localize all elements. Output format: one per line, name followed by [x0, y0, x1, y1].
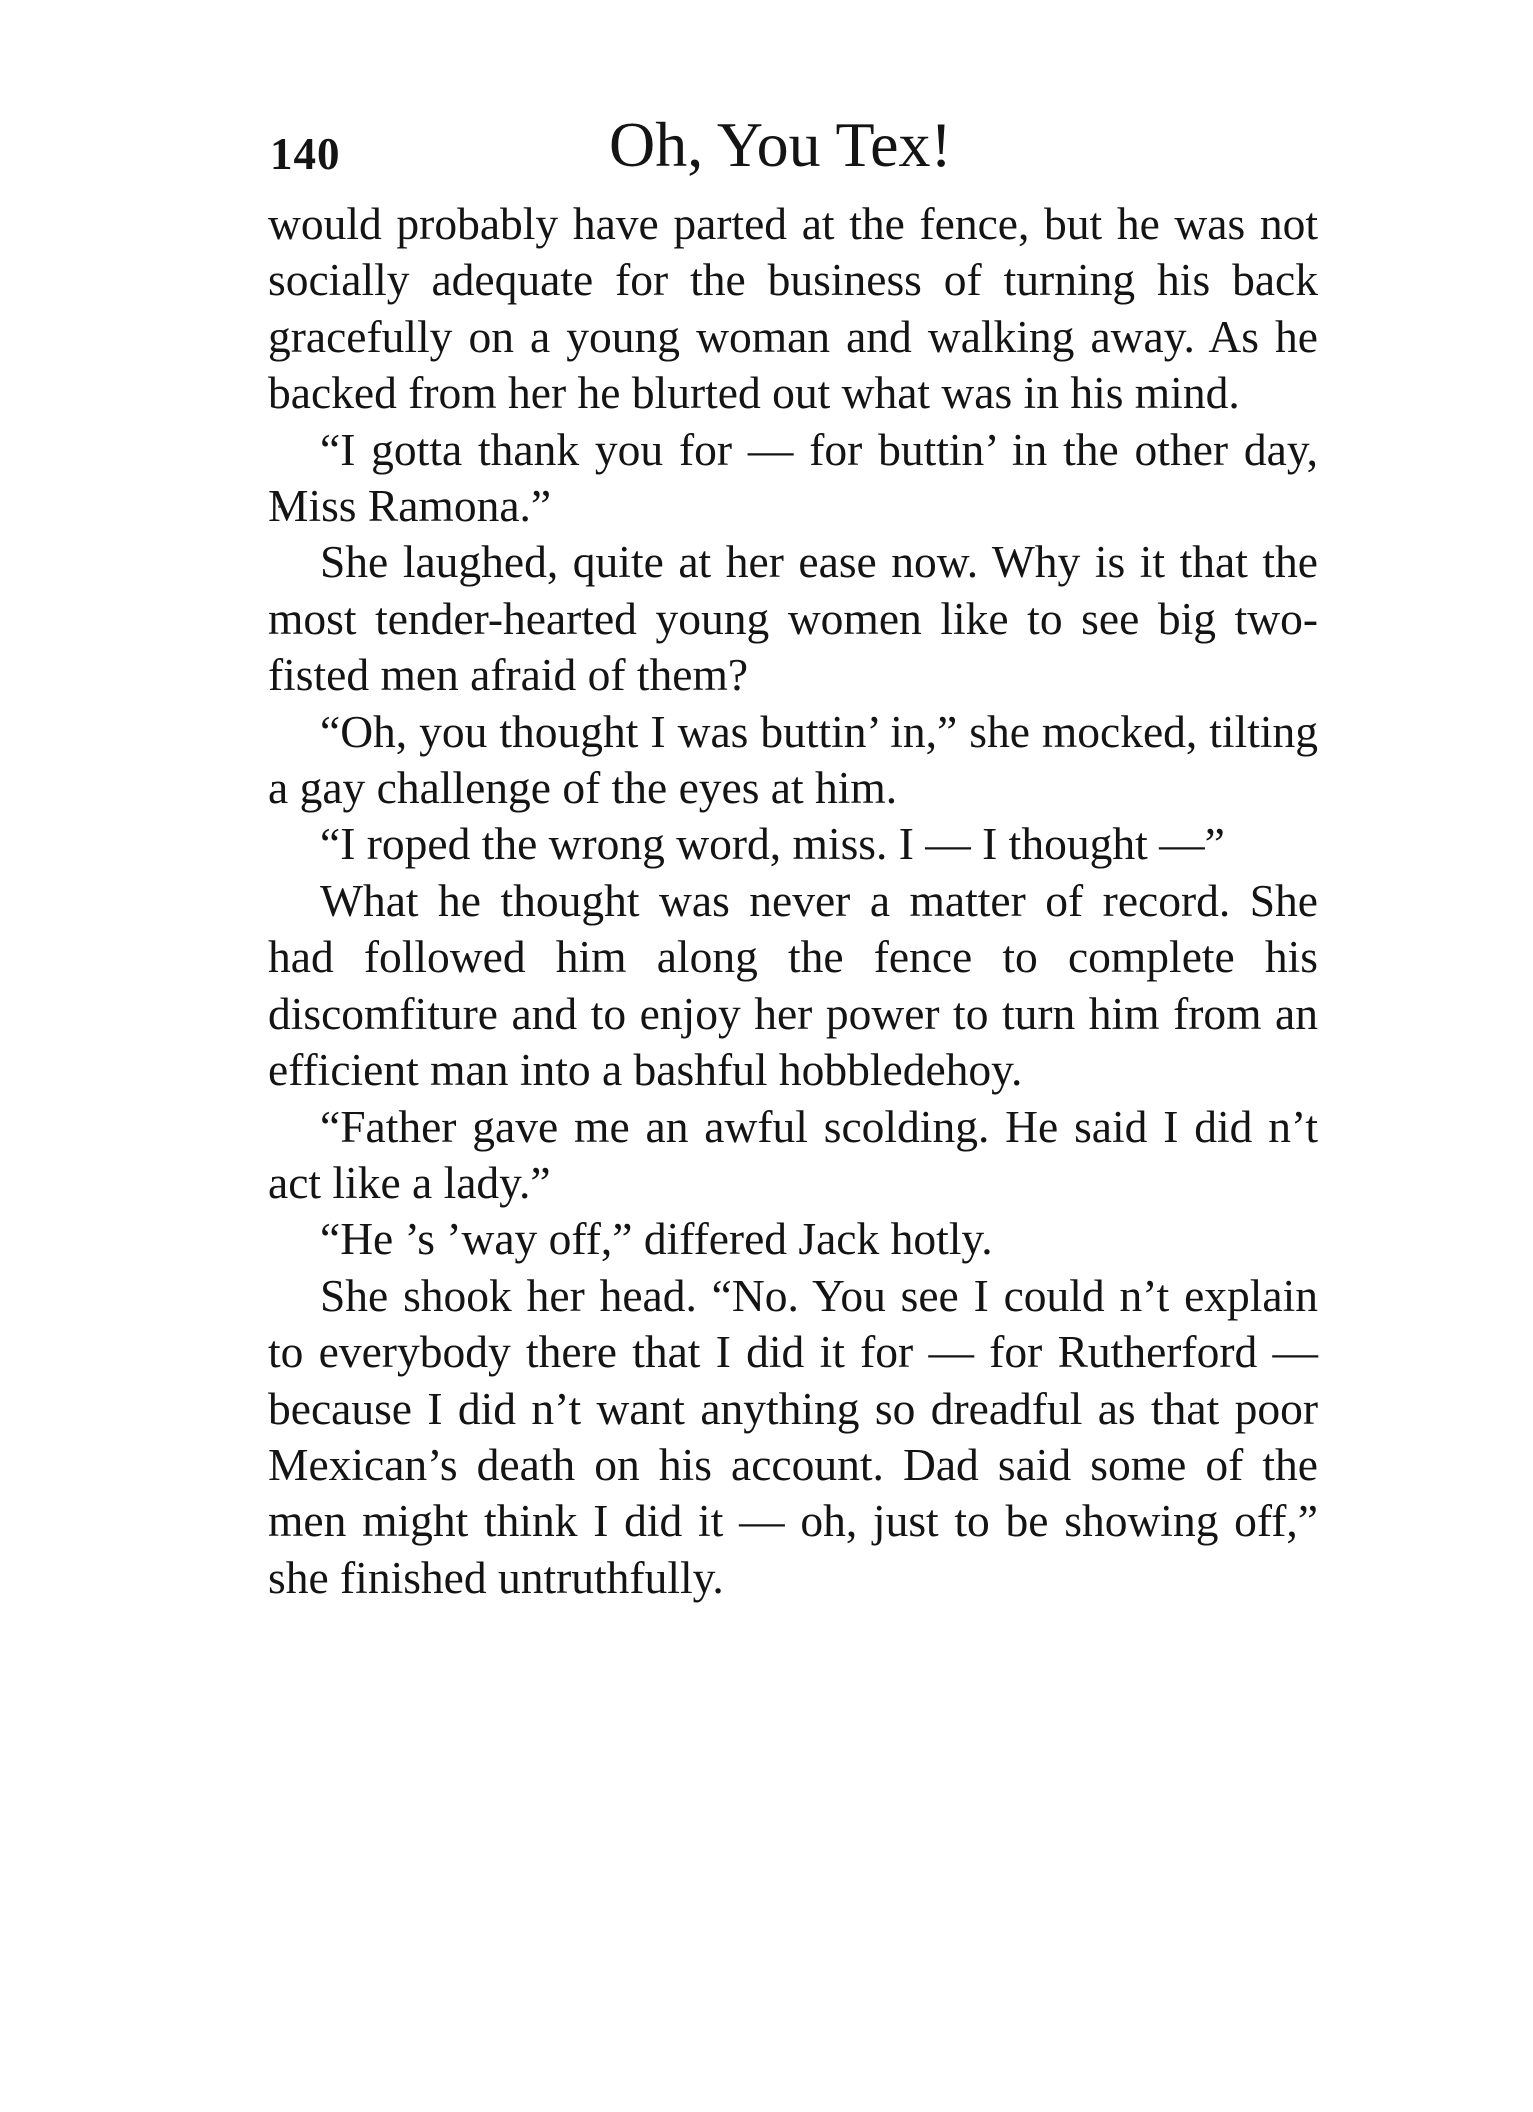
paragraph: What he thought was never a matter of record. She had followed him along the fence to complete his discomfiture and to enjoy her power to turn him from an efficient man into a bashful hobbledehoy.	[268, 874, 1318, 1096]
paragraph: She laughed, quite at her ease now. Why is it that the most tender-hearted young women like to see big two-fisted men afraid of them?	[268, 536, 1318, 701]
paragraph: She shook her head. “No. You see I could n’t explain to everybody there that I did it for — for Rutherford — because I did n’t want anything so dreadful as that poor Mexican’s death on his account. Dad said some of the men might think I did it — oh, just to be showing off,” she finished untruthfully.	[268, 1269, 1318, 1603]
running-head	[270, 108, 1313, 188]
paragraph: would probably have parted at the fence, but he was not socially adequate for the business of turning his back gracefully on a young woman and walking away. As he backed from her he blurted out what was in his mind.	[268, 198, 1318, 419]
page-number: 140	[270, 129, 341, 179]
running-title: Oh, You Tex!	[609, 109, 952, 180]
paragraph: “I gotta thank you for — for buttin’ in the other day, Miss Ramona.”	[268, 423, 1318, 532]
body-text	[268, 196, 1318, 1606]
paragraph: “He ’s ’way off,” differed Jack hotly.	[320, 1213, 993, 1265]
paragraph: “I roped the wrong word, miss. I — I thought —”	[320, 818, 1225, 870]
paragraph: “Father gave me an awful scolding. He said I did n’t act like a lady.”	[268, 1100, 1318, 1208]
paragraph: “Oh, you thought I was buttin’ in,” she mocked, tilting a gay challenge of the eyes at him.	[268, 705, 1318, 814]
